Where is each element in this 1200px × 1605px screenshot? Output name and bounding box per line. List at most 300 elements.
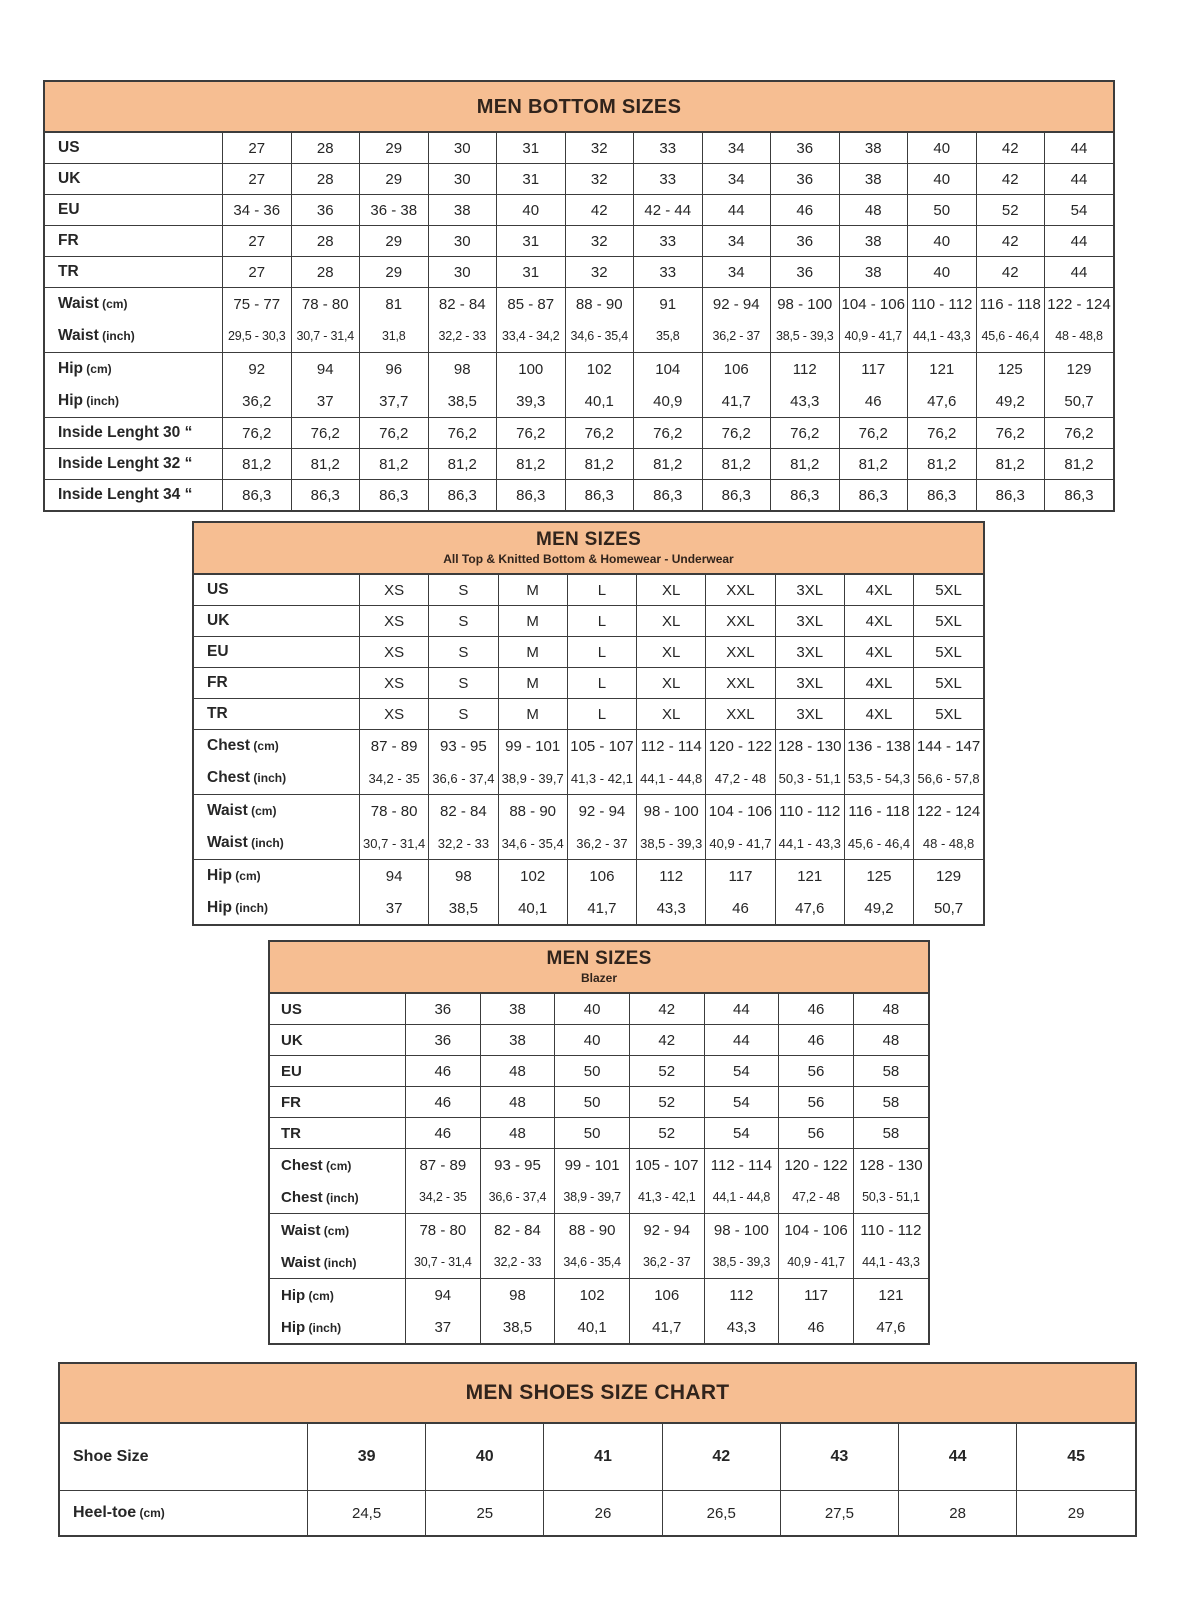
table-cell: XS [360, 606, 429, 637]
table-cell: 81,2 [976, 449, 1045, 480]
table-cell: 29 [360, 164, 429, 195]
table-cell: 75 - 77 [223, 288, 292, 321]
table-cell: 5XL [914, 668, 983, 699]
table-cell: M [498, 575, 567, 606]
table-cell: 5XL [914, 637, 983, 668]
table-cell: 46 [406, 1087, 481, 1118]
row-label: Inside Lenght 34 “ [45, 480, 223, 511]
table-cell: 41,7 [567, 892, 636, 924]
table-cell: 44,1 - 44,8 [637, 762, 706, 795]
table-cell: 144 - 147 [914, 730, 983, 763]
table-cell: 76,2 [702, 418, 771, 449]
table-cell: 100 [497, 353, 566, 386]
table-cell: 56 [779, 1118, 854, 1149]
table-cell: 38 [839, 257, 908, 288]
table-cell: L [567, 699, 636, 730]
row-label: UK [194, 606, 360, 637]
row-label-unit: (cm) [250, 739, 279, 753]
men-shoes-size-chart-grid-holder [60, 1424, 1135, 1535]
table-cell: 38 [839, 164, 908, 195]
table-cell: 4XL [844, 575, 913, 606]
table-cell: 116 - 118 [976, 288, 1045, 321]
table-cell: 106 [567, 860, 636, 893]
row-label-unit: (cm) [231, 869, 261, 883]
table-cell: 40,9 - 41,7 [706, 827, 775, 860]
table-cell: 5XL [914, 606, 983, 637]
table-row [45, 288, 1113, 321]
table-cell: 86,3 [839, 480, 908, 511]
table-cell: 46 [779, 1311, 854, 1343]
table-cell: 49,2 [976, 385, 1045, 418]
table-cell: 104 - 106 [706, 795, 775, 828]
table-row [194, 795, 983, 828]
table-cell: 30,7 - 31,4 [406, 1246, 481, 1279]
row-label: Chest (inch) [194, 762, 360, 795]
table-cell: 94 [360, 860, 429, 893]
table-cell: 36,6 - 37,4 [429, 762, 498, 795]
table-cell: L [567, 606, 636, 637]
table-cell: 81,2 [497, 449, 566, 480]
table-cell: 110 - 112 [775, 795, 844, 828]
table-cell: 78 - 80 [406, 1214, 481, 1247]
table-cell: XXL [706, 637, 775, 668]
table-cell: 34,6 - 35,4 [555, 1246, 630, 1279]
table-cell: 121 [908, 353, 977, 386]
row-label-unit: (cm) [136, 1506, 165, 1520]
table-cell: 78 - 80 [360, 795, 429, 828]
table-cell: 48 [853, 1025, 928, 1056]
table-cell: L [567, 668, 636, 699]
table-cell: 52 [629, 1118, 704, 1149]
table-cell: 27 [223, 164, 292, 195]
table-cell: 30,7 - 31,4 [291, 320, 360, 353]
table-row [270, 1311, 928, 1343]
table-cell: 3XL [775, 575, 844, 606]
table-row [45, 320, 1113, 353]
table-cell: 40 [497, 195, 566, 226]
table-cell: 4XL [844, 668, 913, 699]
men-sizes-top-table [192, 521, 985, 926]
table-cell: 32,2 - 33 [429, 827, 498, 860]
table-cell: 45,6 - 46,4 [976, 320, 1045, 353]
table-cell: 52 [629, 1056, 704, 1087]
table-row [45, 385, 1113, 418]
men-bottom-sizes-table [43, 80, 1115, 512]
table-cell: 56 [779, 1056, 854, 1087]
table-cell: 34 [702, 226, 771, 257]
table-cell: 56 [779, 1087, 854, 1118]
table-cell: 39,3 [497, 385, 566, 418]
row-label: US [45, 133, 223, 164]
table-cell: 38,5 [429, 892, 498, 924]
table-cell: 47,6 [775, 892, 844, 924]
table-cell: 27 [223, 133, 292, 164]
table-title: MEN SIZES [546, 947, 652, 969]
table-cell: 81,2 [634, 449, 703, 480]
table-subtitle: All Top & Knitted Bottom & Homewear - Underwear [443, 551, 734, 566]
row-label: Hip (cm) [194, 860, 360, 893]
table-cell: 32 [565, 257, 634, 288]
row-label: US [270, 994, 406, 1025]
table-cell: 48 [853, 994, 928, 1025]
row-label-unit: (inch) [322, 1190, 359, 1205]
table-cell: M [498, 668, 567, 699]
row-label-unit: (cm) [305, 1288, 334, 1303]
table-cell: 38,5 [480, 1311, 555, 1343]
table-cell: 76,2 [223, 418, 292, 449]
table-cell: 42 [629, 1025, 704, 1056]
table-cell: 99 - 101 [555, 1149, 630, 1182]
table-cell: 86,3 [291, 480, 360, 511]
table-row [270, 1246, 928, 1279]
table-row [45, 353, 1113, 386]
table-cell: 85 - 87 [497, 288, 566, 321]
table-cell: 86,3 [565, 480, 634, 511]
table-cell: 5XL [914, 699, 983, 730]
table-cell: 105 - 107 [629, 1149, 704, 1182]
table-cell: 81,2 [908, 449, 977, 480]
table-cell: 86,3 [1045, 480, 1114, 511]
table-cell: 99 - 101 [498, 730, 567, 763]
table-cell: 53,5 - 54,3 [844, 762, 913, 795]
table-cell: XL [637, 637, 706, 668]
table-cell: 81,2 [565, 449, 634, 480]
row-label: UK [45, 164, 223, 195]
table-cell: 29 [1017, 1491, 1135, 1536]
row-label: Chest (cm) [270, 1149, 406, 1182]
table-cell: 86,3 [702, 480, 771, 511]
row-label-unit: (cm) [320, 1223, 350, 1238]
table-cell: 81,2 [360, 449, 429, 480]
table-cell: 38,5 - 39,3 [637, 827, 706, 860]
table-cell: 44,1 - 43,3 [775, 827, 844, 860]
table-cell: 82 - 84 [480, 1214, 555, 1247]
table-cell: 91 [634, 288, 703, 321]
table-cell: 76,2 [771, 418, 840, 449]
table-cell: 106 [629, 1279, 704, 1312]
table-cell: XXL [706, 699, 775, 730]
table-cell: 38,9 - 39,7 [498, 762, 567, 795]
table-cell: 105 - 107 [567, 730, 636, 763]
table-cell: 50 [555, 1087, 630, 1118]
table-cell: 36 [771, 133, 840, 164]
table-cell: 98 [429, 860, 498, 893]
table-cell: 86,3 [976, 480, 1045, 511]
table-cell: XS [360, 637, 429, 668]
table-cell: 41 [544, 1424, 662, 1491]
row-label: TR [194, 699, 360, 730]
row-label: Hip (cm) [45, 353, 223, 386]
table-cell: 86,3 [223, 480, 292, 511]
table-cell: 36,2 [223, 385, 292, 418]
table-cell: 37 [406, 1311, 481, 1343]
row-label: Heel-toe (cm) [60, 1491, 308, 1536]
table-cell: 54 [1045, 195, 1114, 226]
table-row [270, 1279, 928, 1312]
table-cell: 92 - 94 [702, 288, 771, 321]
table-cell: 58 [853, 1087, 928, 1118]
table-cell: 129 [1045, 353, 1114, 386]
table-cell: 121 [775, 860, 844, 893]
table-cell: XXL [706, 606, 775, 637]
table-row [45, 226, 1113, 257]
table-cell: 35,8 [634, 320, 703, 353]
table-cell: 102 [555, 1279, 630, 1312]
table-cell: 98 - 100 [771, 288, 840, 321]
table-cell: 27 [223, 226, 292, 257]
table-cell: 32,2 - 33 [480, 1246, 555, 1279]
table-cell: 125 [976, 353, 1045, 386]
table-cell: 40,1 [565, 385, 634, 418]
table-cell: 32 [565, 226, 634, 257]
table-cell: 41,3 - 42,1 [567, 762, 636, 795]
table-cell: 98 [428, 353, 497, 386]
row-label-unit: (inch) [250, 771, 287, 785]
table-cell: 98 - 100 [637, 795, 706, 828]
table-row [194, 730, 983, 763]
table-row [270, 1056, 928, 1087]
row-label: Waist (inch) [270, 1246, 406, 1279]
table-cell: 24,5 [308, 1491, 426, 1536]
row-label-unit: (inch) [231, 901, 268, 915]
table-cell: 44 [899, 1424, 1017, 1491]
table-cell: 54 [704, 1087, 779, 1118]
table-cell: 30 [428, 133, 497, 164]
table-cell: 92 [223, 353, 292, 386]
table-cell: 36,2 - 37 [629, 1246, 704, 1279]
table-cell: 42 [976, 257, 1045, 288]
table-cell: 31 [497, 164, 566, 195]
table-cell: 40 [426, 1424, 544, 1491]
table-cell: XL [637, 575, 706, 606]
table-cell: 37,7 [360, 385, 429, 418]
table-cell: 87 - 89 [360, 730, 429, 763]
table-cell: 52 [629, 1087, 704, 1118]
table-cell: 47,6 [908, 385, 977, 418]
table-cell: 45 [1017, 1424, 1135, 1491]
table-cell: 36 [291, 195, 360, 226]
table-cell: 112 [771, 353, 840, 386]
table-cell: 98 [480, 1279, 555, 1312]
table-cell: 27 [223, 257, 292, 288]
table-cell: 86,3 [428, 480, 497, 511]
table-cell: 76,2 [428, 418, 497, 449]
men-shoes-size-chart-header [60, 1364, 1135, 1424]
table-cell: S [429, 575, 498, 606]
table-cell: 42 [565, 195, 634, 226]
table-cell: 48 [480, 1118, 555, 1149]
table-cell: 112 - 114 [704, 1149, 779, 1182]
table-cell: 3XL [775, 637, 844, 668]
row-label: EU [270, 1056, 406, 1087]
table-cell: 48 - 48,8 [1045, 320, 1114, 353]
table-cell: 44 [1045, 133, 1114, 164]
table-cell: M [498, 699, 567, 730]
row-label-unit: (inch) [82, 394, 119, 408]
table-cell: 30,7 - 31,4 [360, 827, 429, 860]
table-cell: 76,2 [976, 418, 1045, 449]
table-cell: M [498, 637, 567, 668]
table-cell: 125 [844, 860, 913, 893]
table-row [45, 257, 1113, 288]
table-cell: 41,7 [702, 385, 771, 418]
table-cell: 29,5 - 30,3 [223, 320, 292, 353]
table-cell: 40,9 [634, 385, 703, 418]
table-cell: 38 [480, 994, 555, 1025]
table-cell: XS [360, 699, 429, 730]
table-cell: 82 - 84 [429, 795, 498, 828]
table-cell: 34,6 - 35,4 [498, 827, 567, 860]
table-cell: 43,3 [637, 892, 706, 924]
table-cell: 48 [839, 195, 908, 226]
table-cell: 120 - 122 [706, 730, 775, 763]
table-cell: 87 - 89 [406, 1149, 481, 1182]
table-cell: 50,7 [914, 892, 983, 924]
table-cell: 34 [702, 257, 771, 288]
table-cell: 50 [908, 195, 977, 226]
table-cell: 104 - 106 [839, 288, 908, 321]
table-cell: 27,5 [780, 1491, 898, 1536]
table-cell: 76,2 [360, 418, 429, 449]
table-cell: 110 - 112 [908, 288, 977, 321]
table-cell: 30 [428, 226, 497, 257]
table-cell: 93 - 95 [480, 1149, 555, 1182]
men-bottom-sizes-grid-holder [45, 133, 1113, 510]
table-cell: 33 [634, 164, 703, 195]
men-sizes-blazer-header [270, 942, 928, 994]
table-cell: 120 - 122 [779, 1149, 854, 1182]
table-row [45, 133, 1113, 164]
table-cell: 76,2 [634, 418, 703, 449]
row-label-unit: (cm) [82, 362, 112, 376]
table-cell: XL [637, 668, 706, 699]
table-cell: 76,2 [1045, 418, 1114, 449]
table-row [45, 418, 1113, 449]
table-cell: 52 [976, 195, 1045, 226]
table-cell: 128 - 130 [775, 730, 844, 763]
table-cell: 30 [428, 164, 497, 195]
table-cell: 38,9 - 39,7 [555, 1181, 630, 1214]
table-cell: 76,2 [497, 418, 566, 449]
table-cell: 81,2 [428, 449, 497, 480]
table-row [45, 480, 1113, 511]
row-label-unit: (inch) [247, 836, 284, 850]
table-cell: 43,3 [771, 385, 840, 418]
table-cell: 36 [771, 226, 840, 257]
table-cell: 98 - 100 [704, 1214, 779, 1247]
table-cell: 36 [406, 1025, 481, 1056]
table-cell: 86,3 [360, 480, 429, 511]
table-row [60, 1424, 1135, 1491]
table-cell: 30 [428, 257, 497, 288]
men-sizes-blazer-grid [270, 994, 928, 1343]
table-cell: 40 [555, 994, 630, 1025]
table-cell: 32 [565, 133, 634, 164]
table-cell: 34 [702, 164, 771, 195]
table-cell: 40 [908, 257, 977, 288]
table-row [194, 762, 983, 795]
table-cell: 34,2 - 35 [406, 1181, 481, 1214]
table-cell: 110 - 112 [853, 1214, 928, 1247]
table-row [270, 1181, 928, 1214]
table-row [194, 606, 983, 637]
table-cell: 136 - 138 [844, 730, 913, 763]
table-cell: 40 [908, 164, 977, 195]
table-cell: 29 [360, 133, 429, 164]
table-cell: S [429, 699, 498, 730]
table-cell: 36,6 - 37,4 [480, 1181, 555, 1214]
table-cell: 36 [406, 994, 481, 1025]
table-cell: 48 [480, 1087, 555, 1118]
table-row [270, 1118, 928, 1149]
table-cell: 44 [704, 1025, 779, 1056]
table-cell: 92 - 94 [629, 1214, 704, 1247]
men-sizes-top-grid [194, 575, 983, 924]
table-cell: L [567, 637, 636, 668]
table-cell: 86,3 [634, 480, 703, 511]
table-cell: 40,9 - 41,7 [779, 1246, 854, 1279]
table-cell: 40 [555, 1025, 630, 1056]
table-cell: 3XL [775, 668, 844, 699]
table-cell: 102 [565, 353, 634, 386]
table-cell: 129 [914, 860, 983, 893]
table-cell: 76,2 [908, 418, 977, 449]
table-row [194, 827, 983, 860]
table-cell: 34,6 - 35,4 [565, 320, 634, 353]
men-shoes-size-chart-table [58, 1362, 1137, 1537]
table-cell: 94 [406, 1279, 481, 1312]
table-cell: 76,2 [291, 418, 360, 449]
table-cell: 78 - 80 [291, 288, 360, 321]
table-row [270, 1087, 928, 1118]
row-label: Chest (inch) [270, 1181, 406, 1214]
table-title: MEN SIZES [535, 528, 642, 550]
table-cell: 28 [899, 1491, 1017, 1536]
table-cell: 38 [839, 133, 908, 164]
table-cell: 44,1 - 43,3 [908, 320, 977, 353]
table-row [45, 195, 1113, 226]
table-cell: 121 [853, 1279, 928, 1312]
table-cell: 32 [565, 164, 634, 195]
row-label-unit: (cm) [322, 1158, 352, 1173]
table-cell: 81,2 [291, 449, 360, 480]
table-cell: 42 [976, 226, 1045, 257]
table-cell: 40 [908, 133, 977, 164]
table-cell: 40,1 [498, 892, 567, 924]
table-cell: 104 - 106 [779, 1214, 854, 1247]
table-cell: 46 [779, 994, 854, 1025]
row-label: Hip (inch) [194, 892, 360, 924]
table-row [45, 449, 1113, 480]
table-cell: 26 [544, 1491, 662, 1536]
table-cell: 32,2 - 33 [428, 320, 497, 353]
table-cell: 46 [706, 892, 775, 924]
table-cell: XXL [706, 668, 775, 699]
table-cell: 128 - 130 [853, 1149, 928, 1182]
table-row [194, 668, 983, 699]
row-label: Chest (cm) [194, 730, 360, 763]
table-cell: 81,2 [839, 449, 908, 480]
table-cell: 41,3 - 42,1 [629, 1181, 704, 1214]
table-cell: 28 [291, 226, 360, 257]
table-cell: 42 [629, 994, 704, 1025]
table-cell: 88 - 90 [565, 288, 634, 321]
table-cell: 42 - 44 [634, 195, 703, 226]
table-cell: 28 [291, 133, 360, 164]
row-label: Waist (inch) [194, 827, 360, 860]
row-label: FR [45, 226, 223, 257]
table-row [270, 1214, 928, 1247]
